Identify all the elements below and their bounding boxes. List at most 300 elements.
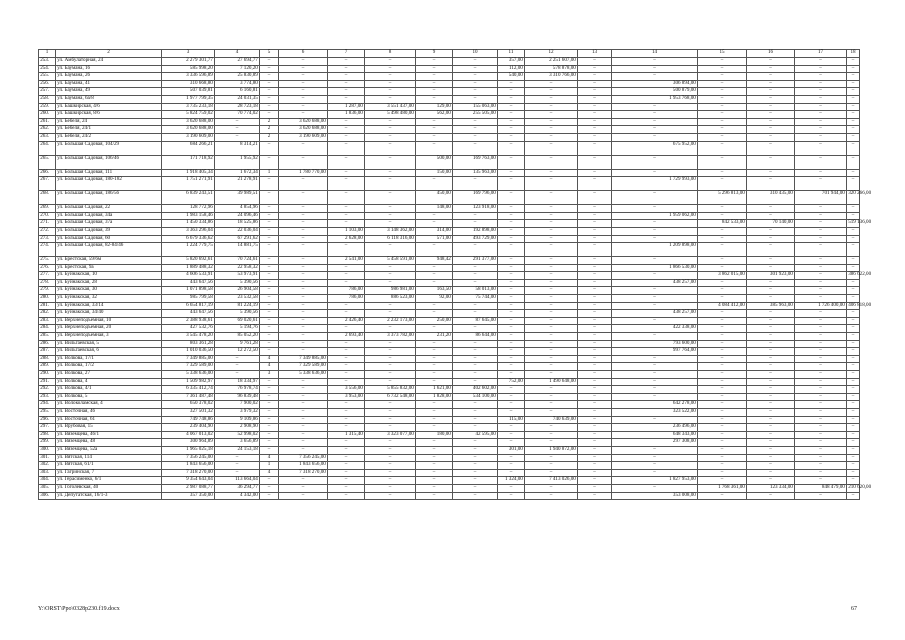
value-cell: – — [525, 302, 578, 310]
value-cell: – — [260, 235, 279, 243]
row-number-cell: 269. — [39, 205, 56, 213]
value-cell: 75 744,00 — [453, 295, 498, 303]
row-number-cell: 293. — [39, 393, 56, 401]
value-cell: 297 308,00 — [612, 439, 698, 447]
address-cell: ул. Вяземцева, 52а — [56, 446, 162, 454]
value-cell: – — [795, 317, 847, 325]
value-cell: 406 818,00 — [847, 302, 860, 310]
value-cell: – — [328, 477, 365, 485]
value-cell: – — [698, 393, 747, 401]
value-cell: – — [795, 363, 847, 371]
value-cell: – — [847, 416, 860, 424]
value-cell: – — [328, 492, 365, 500]
value-cell: – — [328, 177, 365, 191]
value-cell: – — [328, 371, 365, 379]
value-cell: – — [578, 492, 612, 500]
address-cell: ул. Амбулаторная, 24 — [56, 58, 162, 66]
value-cell: – — [698, 169, 747, 177]
row-number-cell: 272. — [39, 227, 56, 235]
value-cell: 438 257,00 — [612, 310, 698, 318]
value-cell: – — [698, 118, 747, 126]
column-header: 18 — [847, 50, 860, 58]
value-cell: – — [578, 118, 612, 126]
value-cell: – — [416, 462, 453, 470]
value-cell: – — [453, 348, 498, 356]
table-row — [39, 177, 860, 191]
value-cell: – — [525, 317, 578, 325]
value-cell: 1 827 953,00 — [612, 477, 698, 485]
value-cell: – — [698, 386, 747, 394]
value-cell: 353 008,00 — [612, 492, 698, 500]
value-cell: – — [847, 227, 860, 235]
value-cell: – — [847, 212, 860, 220]
value-cell: – — [795, 279, 847, 287]
value-cell: – — [260, 325, 279, 333]
value-cell: – — [578, 80, 612, 88]
value-cell: 2 — [260, 118, 279, 126]
column-header: 3 — [162, 50, 215, 58]
value-cell: – — [795, 212, 847, 220]
value-cell: – — [847, 80, 860, 88]
row-number-cell: 288. — [39, 355, 56, 363]
value-cell: – — [847, 126, 860, 134]
value-cell: – — [578, 469, 612, 477]
value-cell: 2 279 301,77 — [162, 58, 215, 66]
value-cell: – — [279, 264, 328, 272]
value-cell: – — [578, 73, 612, 81]
value-cell: – — [578, 126, 612, 134]
value-cell: – — [453, 454, 498, 462]
value-cell: – — [698, 264, 747, 272]
value-cell: – — [498, 133, 525, 141]
table-row — [39, 205, 860, 213]
value-cell: – — [578, 177, 612, 191]
row-number-cell: 277. — [39, 272, 56, 280]
value-cell: – — [498, 408, 525, 416]
value-cell: 4 854,96 — [215, 205, 260, 213]
value-cell: – — [498, 169, 525, 177]
value-cell: 3 190 609,00 — [279, 133, 328, 141]
value-cell: 402 602,00 — [453, 386, 498, 394]
column-header: 10 — [453, 50, 498, 58]
address-cell: ул. Башкирская, 8/6 — [56, 111, 162, 119]
value-cell: – — [795, 393, 847, 401]
value-cell: 6 654 817,19 — [162, 302, 215, 310]
value-cell: – — [328, 401, 365, 409]
value-cell: – — [279, 235, 328, 243]
value-cell: – — [525, 133, 578, 141]
value-cell: 540,00 — [498, 73, 525, 81]
value-cell: – — [279, 220, 328, 228]
value-cell: – — [498, 155, 525, 169]
value-cell: – — [612, 302, 698, 310]
value-cell: 24 096,46 — [215, 212, 260, 220]
value-cell: 1 071 898,58 — [162, 287, 215, 295]
value-cell: – — [416, 95, 453, 103]
value-cell: – — [795, 454, 847, 462]
row-number-cell: 254. — [39, 65, 56, 73]
value-cell: 5 824 759,02 — [162, 111, 215, 119]
address-cell: ул. Бебеля, 24 — [56, 118, 162, 126]
value-cell: – — [453, 272, 498, 280]
value-cell: – — [747, 141, 795, 155]
value-cell: – — [847, 431, 860, 439]
value-cell: – — [365, 65, 416, 73]
value-cell: 997 764,00 — [612, 348, 698, 356]
value-cell: – — [416, 401, 453, 409]
value-cell: – — [453, 177, 498, 191]
row-number-cell: 271. — [39, 220, 56, 228]
value-cell: 3 551 437,00 — [365, 103, 416, 111]
value-cell: – — [416, 243, 453, 257]
value-cell: – — [453, 371, 498, 379]
value-cell: – — [453, 243, 498, 257]
row-number-cell: 303. — [39, 469, 56, 477]
address-cell: ул. Большая Садовая, 111 — [56, 169, 162, 177]
value-cell: – — [453, 220, 498, 228]
value-cell: – — [698, 73, 747, 81]
value-cell: 14 881,75 — [215, 243, 260, 257]
value-cell: 4 084 412,00 — [698, 302, 747, 310]
value-cell: – — [847, 177, 860, 191]
value-cell: – — [365, 58, 416, 66]
row-number-cell: 290. — [39, 371, 56, 379]
address-cell: ул. Брестская, 9а — [56, 264, 162, 272]
value-cell: – — [525, 424, 578, 432]
value-cell: 500,00 — [416, 155, 453, 169]
value-cell: – — [612, 317, 698, 325]
value-cell: – — [416, 65, 453, 73]
value-cell: – — [795, 243, 847, 257]
row-number-cell: 298. — [39, 431, 56, 439]
value-cell: – — [747, 177, 795, 191]
value-cell: – — [795, 416, 847, 424]
value-cell: – — [328, 469, 365, 477]
value-cell: – — [453, 378, 498, 386]
value-cell: – — [416, 80, 453, 88]
value-cell: – — [279, 484, 328, 492]
value-cell: 7 318 270,00 — [279, 469, 328, 477]
value-cell: – — [365, 378, 416, 386]
row-number-cell: 296. — [39, 416, 56, 424]
value-cell: – — [847, 454, 860, 462]
value-cell: 291 377,00 — [453, 257, 498, 265]
value-cell: – — [260, 333, 279, 341]
value-cell: – — [279, 95, 328, 103]
value-cell: – — [260, 477, 279, 485]
value-cell: – — [328, 446, 365, 454]
value-cell: 22 958,32 — [215, 264, 260, 272]
row-number-cell: 283. — [39, 317, 56, 325]
value-cell: – — [612, 454, 698, 462]
value-cell: – — [525, 363, 578, 371]
value-cell: 236 496,00 — [612, 424, 698, 432]
value-cell: – — [498, 348, 525, 356]
value-cell: – — [747, 73, 795, 81]
value-cell: 7 356 245,00 — [162, 454, 215, 462]
address-cell: ул. Верхнеподъемная, 3 — [56, 333, 162, 341]
value-cell: 2 — [260, 133, 279, 141]
value-cell: – — [698, 227, 747, 235]
table-header-row — [39, 50, 860, 58]
value-cell: – — [847, 58, 860, 66]
value-cell: – — [612, 220, 698, 228]
value-cell: – — [260, 264, 279, 272]
value-cell: – — [260, 484, 279, 492]
value-cell: – — [747, 212, 795, 220]
value-cell: – — [453, 73, 498, 81]
value-cell: – — [698, 295, 747, 303]
value-cell: – — [498, 243, 525, 257]
value-cell: – — [578, 378, 612, 386]
value-cell: 450,00 — [416, 191, 453, 205]
value-cell: – — [453, 118, 498, 126]
row-number-cell: 275. — [39, 257, 56, 265]
value-cell: 443 647,56 — [162, 279, 215, 287]
value-cell: – — [747, 103, 795, 111]
value-cell: – — [578, 439, 612, 447]
address-cell: ул. Большая Садовая, 37а — [56, 220, 162, 228]
value-cell: – — [416, 58, 453, 66]
value-cell: – — [328, 141, 365, 155]
value-cell: – — [279, 348, 328, 356]
table-row — [39, 416, 860, 424]
footer-file-path: Y:\ORST\Ppo\0328p230.f19.docx — [38, 606, 120, 612]
value-cell: 169 796,00 — [453, 191, 498, 205]
value-cell: 239 404,90 — [162, 424, 215, 432]
value-cell: 1 — [260, 462, 279, 470]
value-cell: – — [498, 264, 525, 272]
value-cell: 69 020,61 — [215, 317, 260, 325]
row-number-cell: 306. — [39, 492, 56, 500]
row-number-cell: 260. — [39, 111, 56, 119]
address-cell: ул. Большая Садовая, 22 — [56, 205, 162, 213]
value-cell: 3 148 362,00 — [365, 227, 416, 235]
value-cell: – — [795, 257, 847, 265]
value-cell: – — [578, 325, 612, 333]
value-cell: – — [279, 177, 328, 191]
value-cell: 786,00 — [328, 287, 365, 295]
value-cell: – — [328, 264, 365, 272]
value-cell: – — [612, 393, 698, 401]
value-cell: – — [525, 287, 578, 295]
address-cell: ул. Буйнакская, 10 — [56, 272, 162, 280]
value-cell: 1 940 872,00 — [525, 446, 578, 454]
value-cell: 21 278,91 — [215, 177, 260, 191]
row-number-cell: 268. — [39, 191, 56, 205]
value-cell: 92,00 — [416, 295, 453, 303]
value-cell: – — [525, 462, 578, 470]
value-cell: – — [416, 279, 453, 287]
value-cell: 1 918 405,34 — [162, 169, 215, 177]
value-cell: – — [453, 65, 498, 73]
value-cell: 18 334,97 — [215, 378, 260, 386]
value-cell: – — [260, 287, 279, 295]
value-cell: – — [847, 88, 860, 96]
value-cell: 2 426,40 — [328, 317, 365, 325]
value-cell: – — [453, 363, 498, 371]
value-cell: – — [747, 133, 795, 141]
value-cell: – — [525, 386, 578, 394]
value-cell: 650 378,02 — [162, 401, 215, 409]
value-cell: – — [498, 103, 525, 111]
value-cell: – — [698, 492, 747, 500]
value-cell: 357 350,00 — [162, 492, 215, 500]
value-cell: – — [365, 118, 416, 126]
value-cell: – — [612, 118, 698, 126]
value-cell: – — [698, 212, 747, 220]
value-cell: – — [498, 80, 525, 88]
value-cell: 1 729 993,00 — [612, 177, 698, 191]
value-cell: – — [260, 348, 279, 356]
value-cell: 5 458 591,00 — [365, 257, 416, 265]
value-cell: – — [698, 431, 747, 439]
value-cell: – — [698, 279, 747, 287]
value-cell: – — [747, 378, 795, 386]
value-cell: – — [525, 264, 578, 272]
value-cell: – — [328, 439, 365, 447]
value-cell: – — [498, 235, 525, 243]
value-cell: 793 600,00 — [612, 340, 698, 348]
table-row — [39, 484, 860, 492]
value-cell: – — [795, 408, 847, 416]
value-cell: – — [747, 111, 795, 119]
row-number-cell: 286. — [39, 340, 56, 348]
value-cell: – — [747, 295, 795, 303]
value-cell: – — [847, 111, 860, 119]
value-cell: 7 120,20 — [215, 65, 260, 73]
address-cell: ул. Буйнакская, 32 — [56, 295, 162, 303]
value-cell: – — [795, 371, 847, 379]
value-cell: 3 556,00 — [328, 386, 365, 394]
value-cell: 1 955,92 — [215, 155, 260, 169]
value-cell: – — [747, 126, 795, 134]
column-header: 15 — [698, 50, 747, 58]
value-cell: – — [525, 279, 578, 287]
value-cell: – — [215, 363, 260, 371]
value-cell: – — [525, 212, 578, 220]
value-cell: 2 251 607,00 — [525, 58, 578, 66]
value-cell: 519 136,00 — [847, 220, 860, 228]
value-cell: 385 963,00 — [747, 302, 795, 310]
value-cell: – — [795, 264, 847, 272]
value-cell: 986 981,00 — [365, 287, 416, 295]
value-cell: – — [416, 325, 453, 333]
value-cell: – — [525, 169, 578, 177]
value-cell: – — [847, 446, 860, 454]
value-cell: – — [260, 243, 279, 257]
value-cell: – — [279, 325, 328, 333]
value-cell: – — [498, 439, 525, 447]
value-cell: 3 336 596,89 — [162, 73, 215, 81]
value-cell: – — [279, 141, 328, 155]
value-cell: – — [260, 111, 279, 119]
value-cell: – — [612, 295, 698, 303]
value-cell: – — [498, 310, 525, 318]
value-cell: – — [365, 454, 416, 462]
value-cell: 231,20 — [416, 333, 453, 341]
value-cell: 842 533,00 — [698, 220, 747, 228]
value-cell: – — [365, 95, 416, 103]
value-cell: – — [847, 279, 860, 287]
column-header: 17 — [795, 50, 847, 58]
value-cell: – — [698, 355, 747, 363]
value-cell: – — [525, 469, 578, 477]
value-cell: – — [453, 355, 498, 363]
value-cell: – — [453, 325, 498, 333]
value-cell: – — [328, 416, 365, 424]
value-cell: – — [847, 264, 860, 272]
value-cell: 2 388 938,61 — [162, 317, 215, 325]
row-number-cell: 284. — [39, 325, 56, 333]
address-cell: ул. Гагринская, 7 — [56, 469, 162, 477]
value-cell: – — [279, 393, 328, 401]
value-cell: 985 799,58 — [162, 295, 215, 303]
value-cell: – — [453, 439, 498, 447]
value-cell: – — [453, 212, 498, 220]
table-row — [39, 58, 860, 66]
value-cell: 1 209 898,00 — [612, 243, 698, 257]
table-row — [39, 446, 860, 454]
value-cell: – — [698, 111, 747, 119]
value-cell: – — [847, 65, 860, 73]
value-cell: – — [525, 235, 578, 243]
value-cell: – — [328, 95, 365, 103]
value-cell: – — [747, 317, 795, 325]
value-cell: 113 664,04 — [215, 477, 260, 485]
value-cell: – — [612, 355, 698, 363]
row-number-cell: 257. — [39, 88, 56, 96]
value-cell: – — [260, 446, 279, 454]
value-cell: – — [525, 243, 578, 257]
value-cell: – — [795, 169, 847, 177]
value-cell: – — [498, 257, 525, 265]
value-cell: – — [612, 103, 698, 111]
address-cell: ул. Вильгаевская, 5 — [56, 340, 162, 348]
value-cell: 1 010 036,50 — [162, 348, 215, 356]
value-cell: 5 194,76 — [215, 325, 260, 333]
value-cell: – — [795, 355, 847, 363]
value-cell: – — [612, 65, 698, 73]
value-cell: – — [747, 469, 795, 477]
value-cell: – — [525, 80, 578, 88]
value-cell: 4 342,00 — [215, 492, 260, 500]
value-cell: – — [578, 333, 612, 341]
value-cell: – — [747, 58, 795, 66]
value-cell: – — [847, 333, 860, 341]
value-cell: – — [795, 378, 847, 386]
value-cell: – — [795, 348, 847, 356]
address-cell: ул. Баумана, 41 — [56, 80, 162, 88]
value-cell: 310 435,00 — [747, 191, 795, 205]
value-cell: – — [747, 95, 795, 103]
value-cell: 4 606 533,91 — [162, 272, 215, 280]
value-cell: – — [453, 279, 498, 287]
value-cell: – — [416, 378, 453, 386]
value-cell: 7 361 487,48 — [162, 393, 215, 401]
value-cell: – — [328, 169, 365, 177]
value-cell: – — [453, 492, 498, 500]
table-row — [39, 88, 860, 96]
value-cell: 5 390,56 — [215, 310, 260, 318]
value-cell: 42 595,00 — [453, 431, 498, 439]
table-row — [39, 439, 860, 447]
value-cell: – — [698, 155, 747, 169]
value-cell: 1 768 361,00 — [698, 484, 747, 492]
value-cell: – — [416, 177, 453, 191]
value-cell: – — [328, 348, 365, 356]
value-cell: – — [525, 177, 578, 191]
